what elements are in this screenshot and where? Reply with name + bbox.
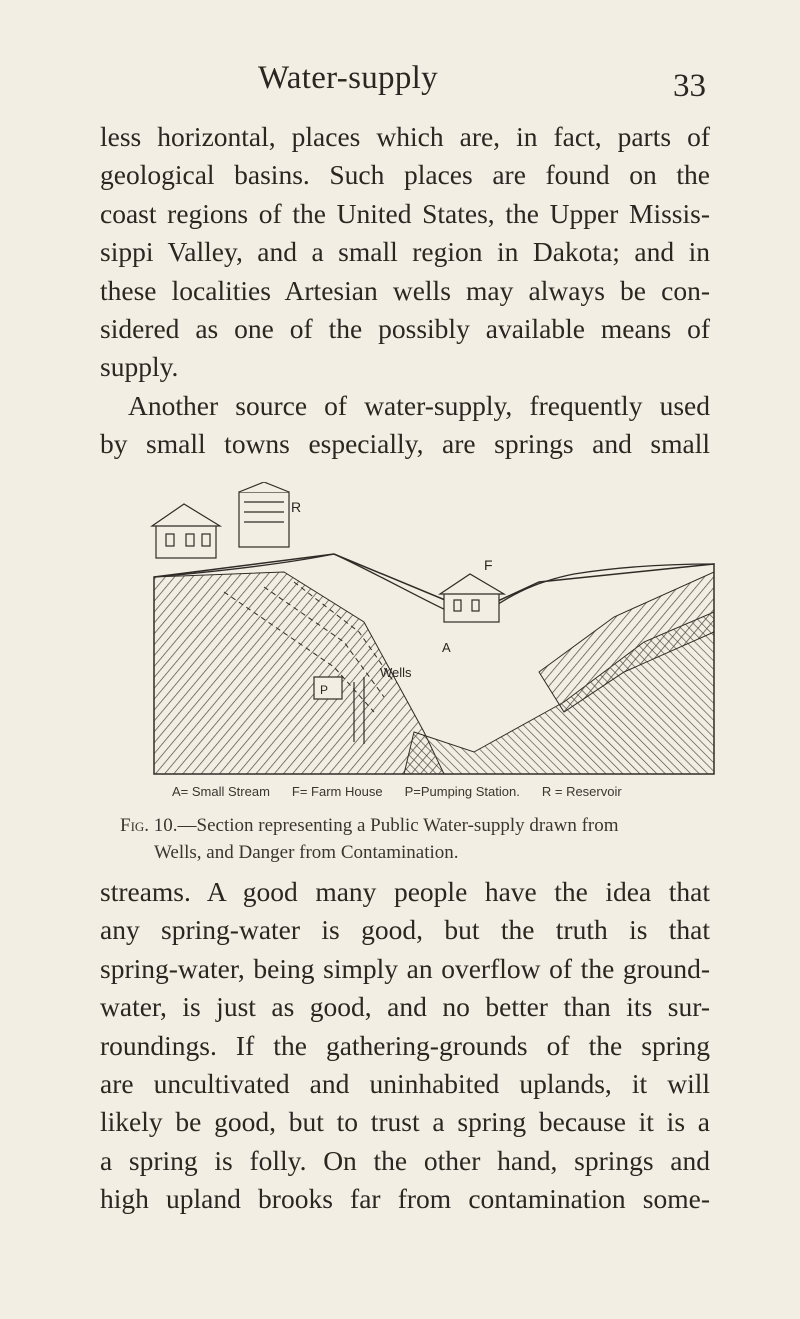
text-line: coast regions of the United States, the Upper Missis- <box>100 197 710 229</box>
text-line: streams. A good many people have the idea that <box>100 876 710 907</box>
caption-text: —Section representing a Public Water-supply drawn from <box>177 815 619 836</box>
text-line: geological basins. Such places are found on the <box>100 159 710 191</box>
text-line: these localities Artesian wells may always be con- <box>100 274 710 306</box>
running-title: Water-supply <box>258 60 438 96</box>
text-line: high upland brooks far from contamination some- <box>100 1183 710 1215</box>
label-wells: Wells <box>380 665 412 680</box>
text-line: spring-water, being simply an overflow of the ground- <box>100 952 710 984</box>
paragraph-bottom <box>100 873 710 1219</box>
text-line: supply. <box>100 351 179 383</box>
text-line: less horizontal, places which are, in fact, parts of <box>100 121 710 152</box>
text-line: likely be good, but to trust a spring because it is a <box>100 1106 710 1138</box>
paragraph-top <box>100 118 710 387</box>
caption-line <box>120 812 730 839</box>
text-line: sippi Valley, and a small region in Dakota; and in <box>100 236 710 268</box>
label-r: R <box>291 499 302 515</box>
legend-item: F= Farm House <box>291 784 383 799</box>
reservoir-tower <box>239 482 289 547</box>
text-line: a spring is folly. On the other hand, springs and <box>100 1144 710 1176</box>
figure-legend <box>172 784 732 799</box>
farm-house-right <box>440 574 504 622</box>
figure-label: Fig. 10. <box>120 815 178 836</box>
text-line: water, is just as good, and no better than its sur- <box>100 991 710 1023</box>
paragraph-second <box>100 387 710 464</box>
text-line: Another source of water-supply, frequently used <box>128 390 710 421</box>
legend-item: P=Pumping Station. <box>404 784 520 799</box>
legend-item: R = Reservoir <box>541 784 622 799</box>
legend-item: A= Small Stream <box>172 784 270 799</box>
caption-line: Wells, and Danger from Contamination. <box>154 842 459 863</box>
page-number: 33 <box>673 68 706 104</box>
text-line: sidered as one of the possibly available means of <box>100 313 710 345</box>
label-p: P <box>320 683 329 697</box>
text-line: any spring-water is good, but the truth is that <box>100 914 710 946</box>
text-line: are uncultivated and uninhabited uplands, it will <box>100 1068 710 1100</box>
section-diagram <box>144 482 724 777</box>
figure-caption <box>120 812 730 866</box>
label-f: F <box>484 557 493 573</box>
text-line: roundings. If the gathering-grounds of the spring <box>100 1029 710 1061</box>
farm-house-left <box>152 504 220 558</box>
text-line: by small towns especially, are springs and small <box>100 428 710 460</box>
label-a: A <box>442 640 451 655</box>
